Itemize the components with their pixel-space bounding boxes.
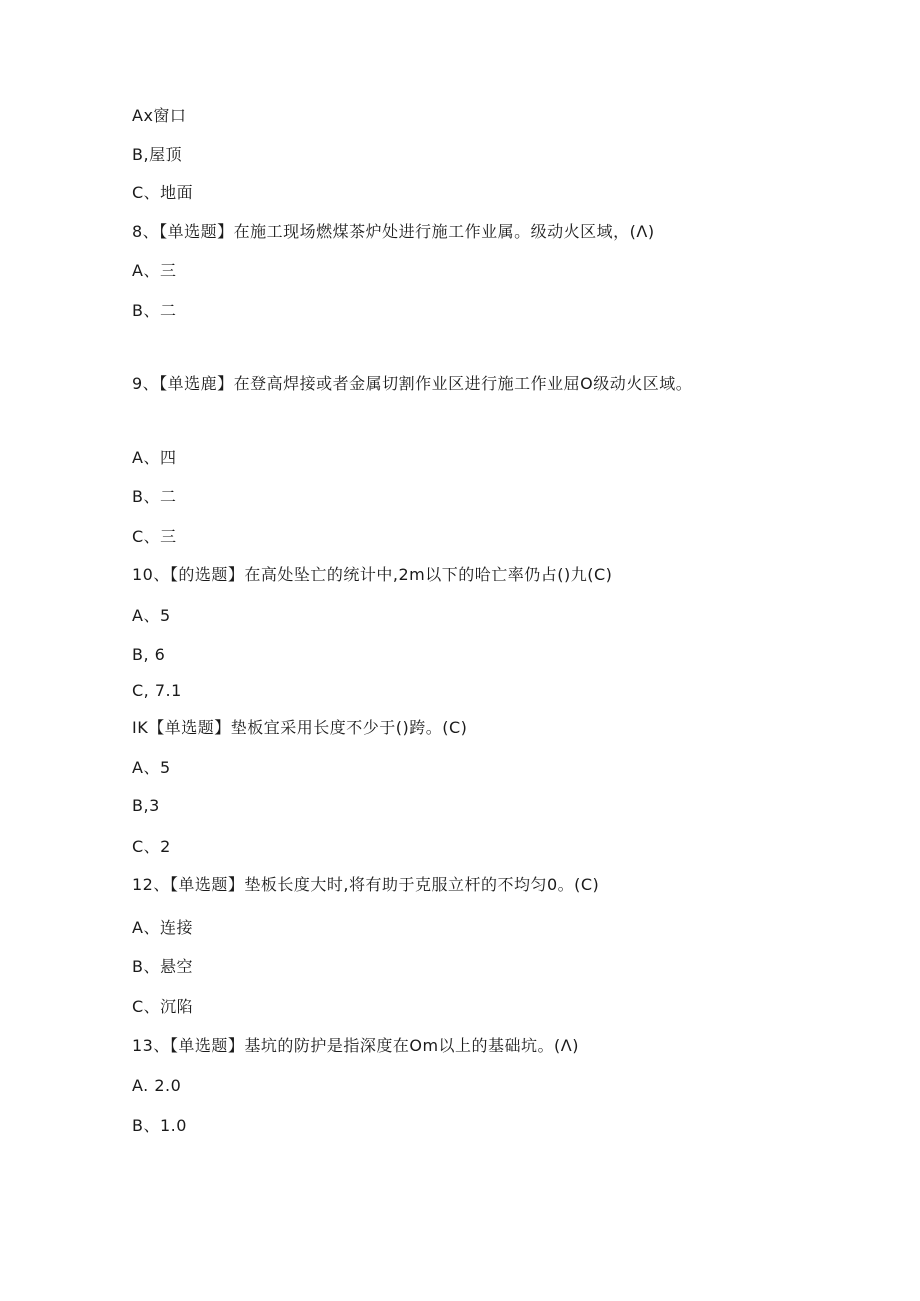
question-line: 12、【单选题】垫板长度大时,将有助于克服立杆的不均匀0。(C) bbox=[132, 875, 600, 894]
option-line: C, 7.1 bbox=[132, 681, 182, 700]
option-line: C、2 bbox=[132, 837, 171, 856]
option-line: B, 6 bbox=[132, 645, 166, 664]
option-line: B、1.0 bbox=[132, 1116, 187, 1135]
option-line: A. 2.0 bbox=[132, 1076, 182, 1095]
option-line: Ax窗口 bbox=[132, 106, 187, 125]
question-line: 10、【的选题】在高处坠亡的统计中,2m以下的哈亡率仍占()九(C) bbox=[132, 565, 613, 584]
question-line: 9、【单选鹿】在登高焊接或者金属切割作业区进行施工作业屈O级动火区域。 bbox=[132, 374, 693, 393]
option-line: A、四 bbox=[132, 448, 177, 467]
option-line: B,3 bbox=[132, 796, 160, 815]
option-line: C、沉陷 bbox=[132, 997, 194, 1016]
question-line: 8、【单选题】在施工现场燃煤茶炉处进行施工作业属。级动火区域，(Λ) bbox=[132, 222, 655, 241]
option-line: B,屋顶 bbox=[132, 145, 183, 164]
option-line: C、地面 bbox=[132, 183, 194, 202]
option-line: A、5 bbox=[132, 606, 171, 625]
option-line: A、三 bbox=[132, 261, 177, 280]
option-line: B、二 bbox=[132, 301, 177, 320]
option-line: B、悬空 bbox=[132, 957, 193, 976]
option-line: B、二 bbox=[132, 487, 177, 506]
question-line: IK【单选题】垫板宜采用长度不少于()跨。(C) bbox=[132, 718, 468, 737]
option-line: A、5 bbox=[132, 758, 171, 777]
option-line: A、连接 bbox=[132, 918, 193, 937]
question-line: 13、【单选题】基坑的防护是指深度在Om以上的基础坑。(Λ) bbox=[132, 1036, 579, 1055]
option-line: C、三 bbox=[132, 527, 177, 546]
